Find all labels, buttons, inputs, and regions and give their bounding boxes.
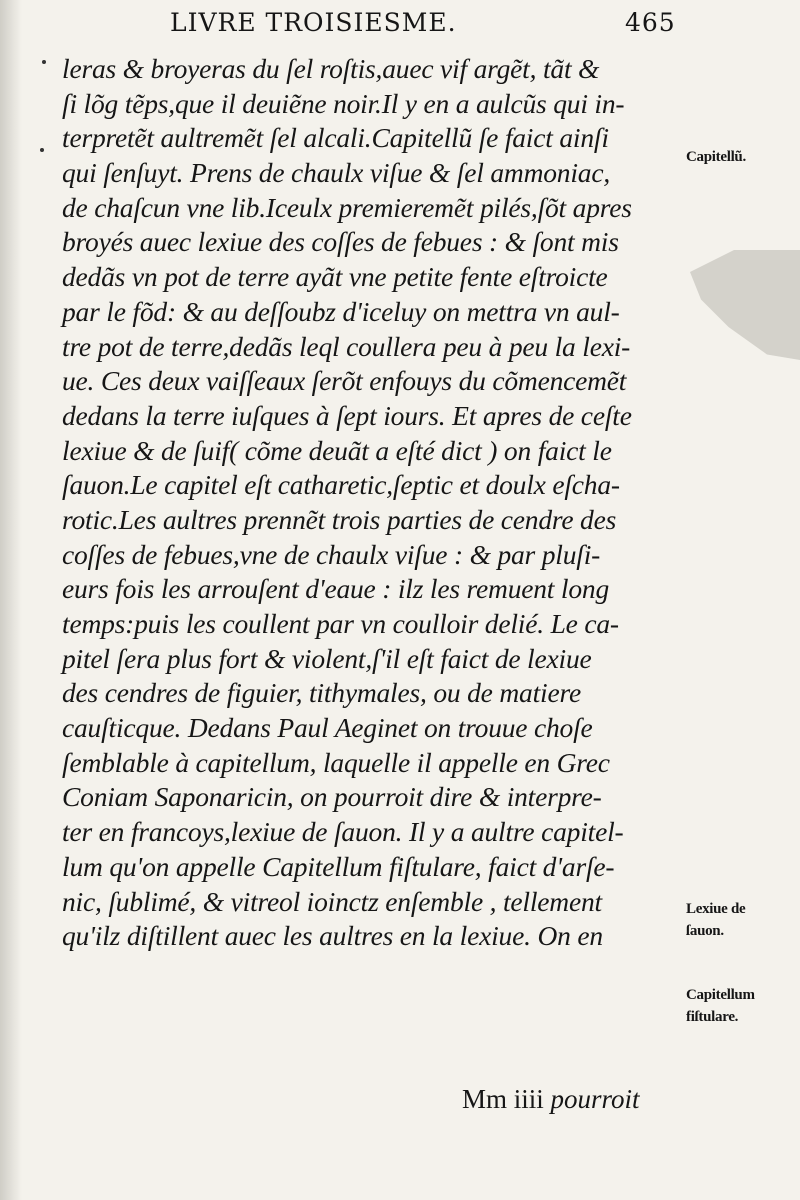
margin-note-capitellum-fistulare: Capitellum fiſtulare.: [686, 987, 755, 1025]
text-line: par le fõd: & au deſſoubz d'iceluy on mettra vn aul-: [62, 295, 620, 327]
text-line: des cendres de figuier, tithymales, ou de matiere: [62, 677, 581, 709]
ink-speck: [40, 148, 44, 152]
text-line: nic, ſublimé, & vitreol ioinctz enſemble , tellement: [62, 885, 602, 917]
margin-note-capitellum: Capitellũ.: [686, 149, 746, 165]
torn-page-area: [690, 250, 800, 360]
text-line: eurs fois les arrouſent d'eaue : ilz les remuent long: [62, 573, 610, 605]
body-text: [62, 52, 682, 954]
text-line: temps:puis les coullent par vn coulloir delié. Le ca-: [62, 608, 619, 639]
text-line: ue. Ces deux vaiſſeaux ſerõt enfouys du cõmencemẽt: [62, 365, 627, 397]
text-line: qu'ilz diſtillent auec les aultres en la lexiue. On en: [62, 920, 603, 952]
text-line: ſi lõg tẽps,que il deuiẽne noir.Il y en a aulcũs qui in-: [62, 87, 625, 119]
text-line: pitel ſera plus fort & violent,ſ'il eſt faict de lexiue: [62, 642, 592, 674]
text-line: dedãs vn pot de terre ayãt vne petite fente eſtroicte: [62, 261, 608, 293]
text-line: rotic.Les aultres prennẽt trois parties de cendre des: [62, 503, 617, 535]
signature-mark: Mm iiii: [462, 1084, 544, 1114]
margin-note-lexiue-de-sauon: Lexiue de ſauon.: [686, 901, 746, 939]
ink-speck: [42, 60, 46, 64]
page-number: 465: [625, 8, 676, 37]
text-line: tre pot de terre,dedãs leql coullera peu à peu la lexi-: [62, 330, 631, 362]
text-line: dedans la terre iuſques à ſept iours. Et apres de ceſte: [62, 399, 632, 431]
text-line: ſemblable à capitellum, laquelle il appelle en Grec: [62, 746, 610, 778]
text-line: ſauon.Le capitel eſt catharetic,ſeptic et doulx eſcha-: [62, 469, 620, 501]
text-line: leras & broyeras du ſel roſtis,auec vif argẽt, tãt &: [62, 53, 600, 84]
running-title: LIVRE TROISIESME.: [170, 8, 457, 37]
text-line: lum qu'on appelle Capitellum fiſtulare, faict d'arſe-: [62, 850, 615, 882]
text-line: coſſes de febues,vne de chaulx viſue : & par pluſi-: [62, 538, 601, 570]
catchword: pourroit: [550, 1084, 640, 1114]
text-line: ter en francoys,lexiue de ſauon. Il y a aultre capitel-: [62, 816, 624, 848]
footer-line: [462, 1084, 640, 1115]
text-line: Coniam Saponaricin, on pourroit dire & interpre-: [62, 781, 602, 813]
text-line: de chaſcun vne lib.Iceulx premieremẽt pilés,ſõt apres: [62, 191, 632, 223]
page-gutter-shadow: [0, 0, 22, 1200]
text-line: lexiue & de ſuif( cõme deuãt a eſté dict ) on faict le: [62, 434, 612, 466]
text-line: broyés auec lexiue des coſſes de febues : & ſont mis: [62, 226, 619, 258]
text-line: cauſticque. Dedans Paul Aeginet on trouue choſe: [62, 712, 593, 744]
text-line: qui ſenſuyt. Prens de chaulx viſue & ſel ammoniac,: [62, 157, 611, 189]
text-line: terpretẽt aultremẽt ſel alcali.Capitellũ ſe faict ainſi: [62, 122, 609, 154]
page-header: [170, 6, 770, 46]
